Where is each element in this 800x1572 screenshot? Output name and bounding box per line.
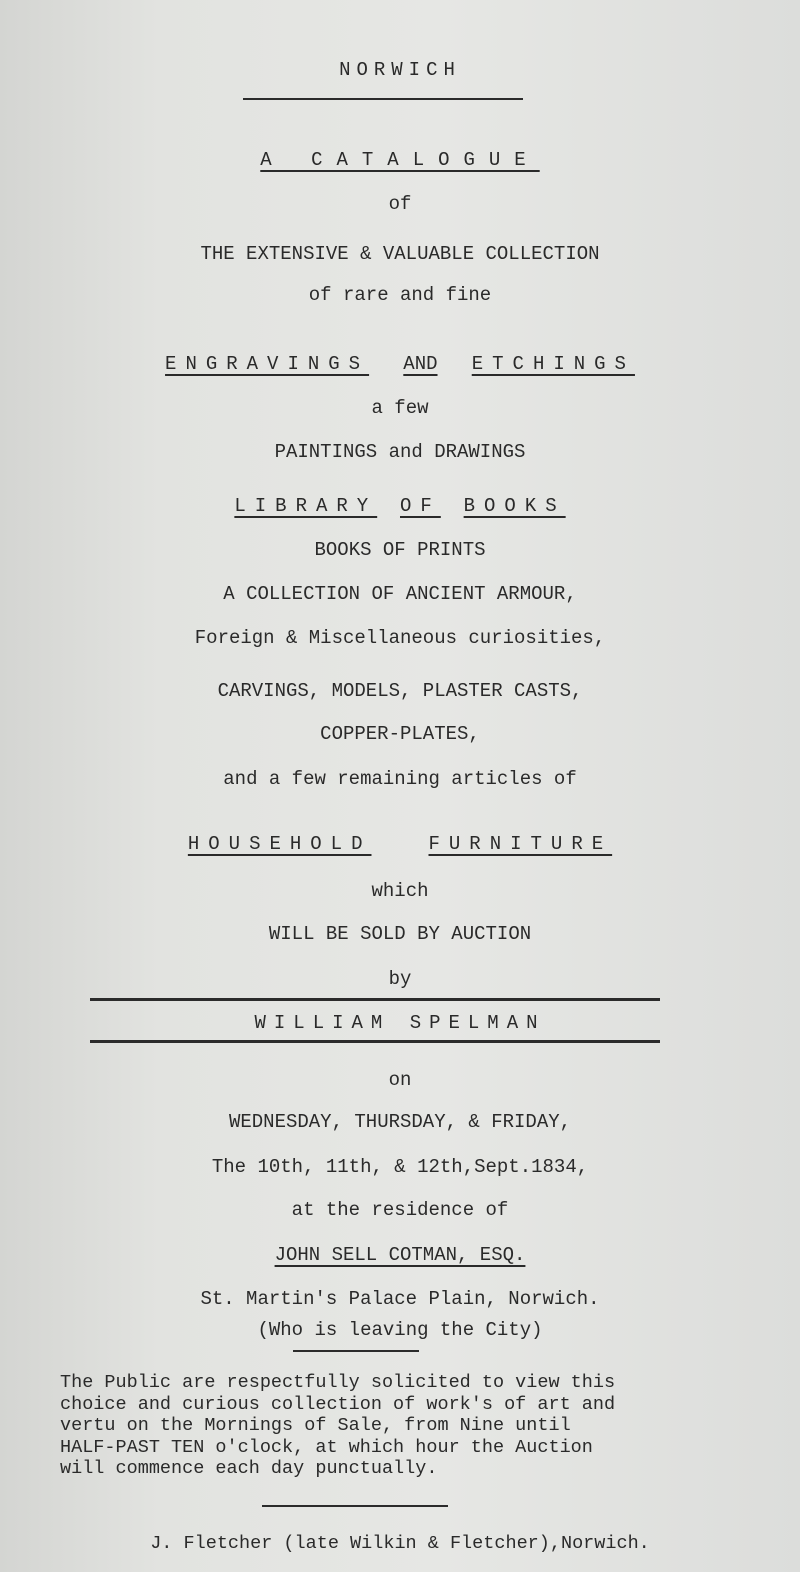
text-of: of: [388, 193, 412, 215]
and-word: AND: [403, 353, 438, 375]
auctioneer-name: WILLIAM SPELMAN: [254, 1012, 546, 1034]
viewing-paragraph: [60, 1372, 760, 1480]
books-word: BOOKS: [463, 495, 566, 517]
city-heading: NORWICH: [339, 59, 461, 81]
a-few-line: a few: [371, 397, 429, 419]
sold-line: WILL BE SOLD BY AUCTION: [268, 923, 532, 945]
leaving-line: (Who is leaving the City): [257, 1319, 543, 1341]
prints-line: BOOKS OF PRINTS: [314, 539, 486, 561]
dates-line: The 10th, 11th, & 12th,Sept.1834,: [211, 1156, 589, 1178]
foreign-line: Foreign & Miscellaneous curiosities,: [194, 627, 606, 649]
divider-rule: [262, 1505, 448, 1507]
engravings-word: ENGRAVINGS: [165, 353, 370, 375]
collection-line: THE EXTENSIVE & VALUABLE COLLECTION: [200, 243, 600, 265]
etchings-word: ETCHINGS: [471, 353, 635, 375]
paragraph-line: The Public are respectfully solicited to view this: [60, 1372, 616, 1393]
household-heading: [0, 832, 800, 856]
of-word: OF: [400, 495, 441, 517]
on-line: on: [388, 1069, 412, 1091]
paragraph-line: vertu on the Mornings of Sale, from Nine until: [60, 1415, 571, 1436]
catalogue-title: A CATALOGUE: [260, 149, 540, 171]
divider-rule: [293, 1350, 419, 1352]
carvings-line: CARVINGS, MODELS, PLASTER CASTS,: [217, 680, 583, 702]
residence-line: at the residence of: [291, 1199, 509, 1221]
paragraph-line: HALF-PAST TEN o'clock, at which hour the Auction: [60, 1436, 593, 1458]
auctioneer-rule-bottom: [90, 1040, 660, 1043]
paintings-line: PAINTINGS and DRAWINGS: [274, 441, 526, 463]
armour-line: A COLLECTION OF ANCIENT ARMOUR,: [223, 583, 577, 605]
auctioneer-rule-top: [90, 998, 660, 1001]
rare-line: of rare and fine: [308, 284, 492, 306]
remaining-line: and a few remaining articles of: [223, 768, 577, 790]
days-line: WEDNESDAY, THURSDAY, & FRIDAY,: [228, 1111, 572, 1133]
address-line: St. Martin's Palace Plain, Norwich.: [200, 1288, 600, 1310]
by-line: by: [388, 968, 412, 990]
household-word: HOUSEHOLD: [187, 833, 372, 855]
library-word: LIBRARY: [234, 495, 378, 517]
engravings-heading: [0, 352, 800, 376]
printer-line: J. Fletcher (late Wilkin & Fletcher),Norwich.: [150, 1533, 650, 1554]
which-line: which: [371, 880, 429, 902]
owner-line: JOHN SELL COTMAN, ESQ.: [274, 1244, 526, 1266]
library-heading: [0, 494, 800, 518]
paragraph-line: will commence each day punctually.: [60, 1458, 438, 1479]
copper-line: COPPER-PLATES,: [320, 723, 480, 745]
divider-rule: [243, 98, 523, 100]
paragraph-line: choice and curious collection of work's of art and: [60, 1393, 616, 1415]
furniture-word: FURNITURE: [428, 833, 613, 855]
